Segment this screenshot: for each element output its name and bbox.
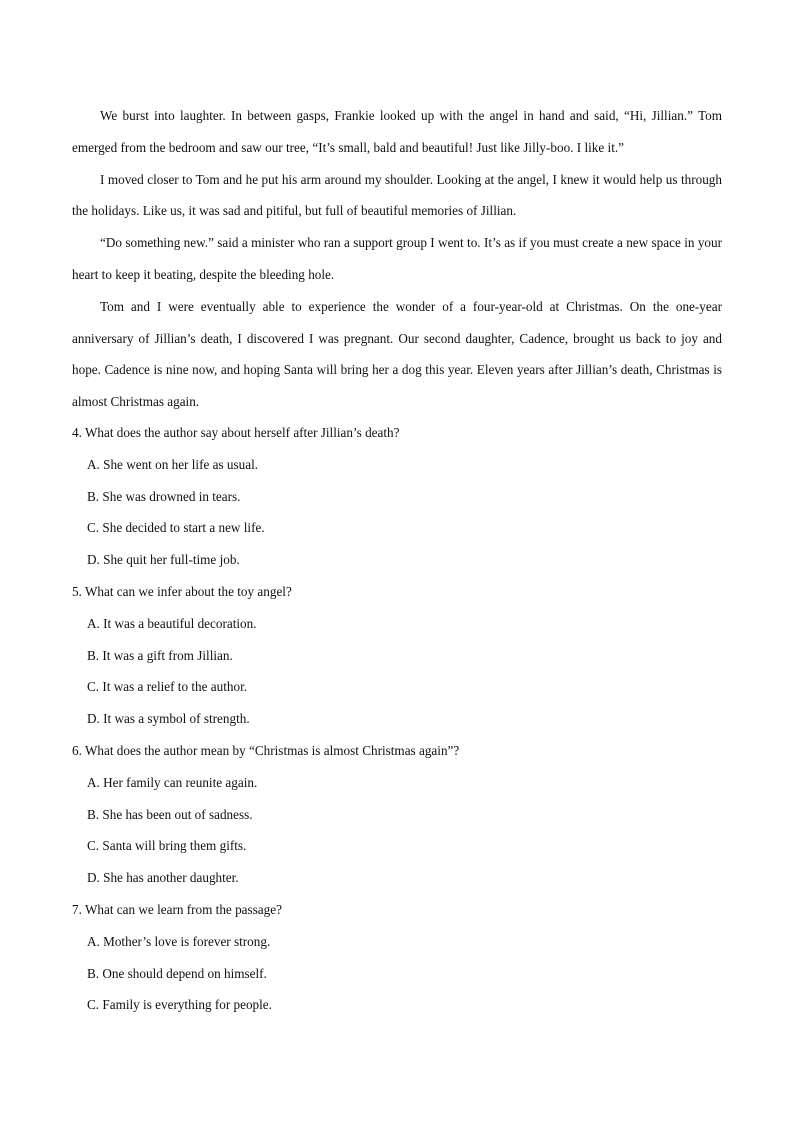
question-stem: 6. What does the author mean by “Christmas is almost Christmas again”? <box>72 742 460 758</box>
option-a: A. She went on her life as usual. <box>87 456 259 472</box>
passage-paragraph-4: Tom and I were eventually able to experience the wonder of a four-year-old at Christmas. On the one-year anniversary of Jillian’s death, I discovered I was pregnant. Our second daughter, Cadence, brought us back to joy and hope. Cadence is nine now, and hoping Santa will bring her a dog this year. Eleven years after Jillian’s death, Christmas is almost Christmas again. <box>72 298 722 410</box>
question-stem: 5. What can we infer about the toy angel? <box>72 583 292 599</box>
option-b: B. She was drowned in tears. <box>87 488 241 504</box>
question-6 <box>72 735 722 894</box>
question-list <box>72 417 722 1021</box>
option-d: D. She has another daughter. <box>87 870 239 886</box>
option-a: A. It was a beautiful decoration. <box>87 615 257 631</box>
option-c: C. It was a relief to the author. <box>87 679 248 695</box>
option-d: D. It was a symbol of strength. <box>87 711 250 727</box>
option-list <box>72 449 722 576</box>
question-stem: 4. What does the author say about herself after Jillian’s death? <box>72 425 400 440</box>
option-a: A. Her family can reunite again. <box>87 774 258 790</box>
question-stem: 7. What can we learn from the passage? <box>72 901 282 917</box>
option-list <box>72 608 722 735</box>
option-list <box>72 767 722 894</box>
reading-passage <box>72 100 722 418</box>
option-c: C. She decided to start a new life. <box>87 520 265 536</box>
option-a: A. Mother’s love is forever strong. <box>87 933 271 949</box>
option-d: D. She quit her full-time job. <box>87 552 240 568</box>
question-5 <box>72 576 722 735</box>
passage-paragraph-3: “Do something new.” said a minister who ran a support group I went to. It’s as if you must create a new space in your heart to keep it beating, despite the bleeding hole. <box>72 235 722 282</box>
option-b: B. She has been out of sadness. <box>87 806 253 822</box>
passage-paragraph-2: I moved closer to Tom and he put his arm around my shoulder. Looking at the angel, I knew it would help us through the holidays. Like us, it was sad and pitiful, but full of beautiful memories of Jillian. <box>72 171 722 219</box>
option-b: B. It was a gift from Jillian. <box>87 647 233 663</box>
option-c: C. Santa will bring them gifts. <box>87 838 247 854</box>
passage-paragraph-1: We burst into laughter. In between gasps, Frankie looked up with the angel in hand and said, “Hi, Jillian.” Tom emerged from the bedroom and saw our tree, “It’s small, bald and beautiful! Just like Jilly-boo. I like it.” <box>72 108 722 155</box>
option-b: B. One should depend on himself. <box>87 965 267 981</box>
question-4 <box>72 417 722 576</box>
option-list <box>72 926 722 1021</box>
question-7 <box>72 894 722 1021</box>
option-c: C. Family is everything for people. <box>87 997 272 1013</box>
